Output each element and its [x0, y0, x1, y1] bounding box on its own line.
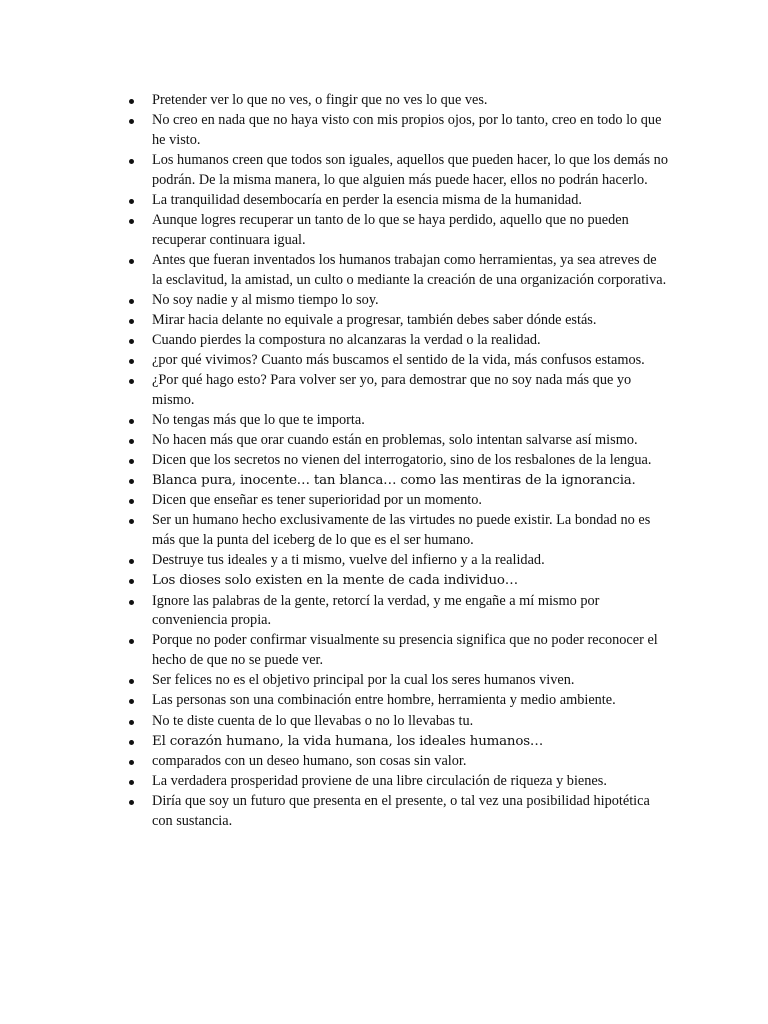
list-item-text: Las personas son una combinación entre hombre, herramienta y medio ambiente. [152, 692, 616, 709]
bullet-dot-icon [129, 499, 134, 504]
bullet-dot-icon [129, 419, 134, 424]
list-item-text: La verdadera prosperidad proviene de una libre circulación de riqueza y bienes. [152, 772, 607, 789]
list-item [122, 551, 670, 571]
bullet-dot-icon [129, 359, 134, 364]
list-item-text: Ser un humano hecho exclusivamente de las virtudes no puede existir. La bondad no es más que la punta del iceberg de lo que es el ser humano. [152, 512, 651, 549]
bullet-dot-icon [129, 780, 134, 785]
list-item-text: El corazón humano, la vida humana, los ideales humanos… [152, 733, 544, 749]
list-item [122, 772, 670, 792]
list-item [122, 451, 670, 471]
list-item [122, 291, 670, 311]
list-item [122, 571, 670, 591]
list-item-text: Diría que soy un futuro que presenta en el presente, o tal vez una posibilidad hipotética con sustancia. [152, 792, 650, 829]
list-item-text: Ignore las palabras de la gente, retorcí la verdad, y me engañe a mí mismo por conveniencia propia. [152, 592, 600, 629]
list-item-text: comparados con un deseo humano, son cosas sin valor. [152, 752, 467, 769]
list-item-text: Los humanos creen que todos son iguales, aquellos que pueden hacer, lo que los demás no podrán. De la misma manera, lo que alguien más puede hacer, ellos no podrán hacerlo. [152, 151, 668, 188]
bullet-dot-icon [129, 639, 134, 644]
list-item-text: No te diste cuenta de lo que llevabas o no lo llevabas tu. [152, 712, 474, 729]
bullet-dot-icon [129, 519, 134, 524]
list-item-text: Aunque logres recuperar un tanto de lo que se haya perdido, aquello que no pueden recuperar continuara igual. [152, 211, 629, 248]
list-item-text: No creo en nada que no haya visto con mis propios ojos, por lo tanto, creo en todo lo que he visto. [152, 112, 662, 148]
list-item [122, 712, 670, 732]
bullet-dot-icon [129, 299, 134, 304]
list-item [122, 211, 670, 251]
list-item [122, 251, 670, 291]
bullet-dot-icon [129, 159, 134, 164]
bullet-dot-icon [129, 459, 134, 464]
bullet-dot-icon [129, 319, 134, 324]
list-item [122, 311, 670, 331]
list-item [122, 151, 670, 191]
list-item [122, 752, 670, 772]
bullet-dot-icon [129, 760, 134, 765]
list-item-text: Destruye tus ideales y a ti mismo, vuelve del infierno y a la realidad. [152, 552, 545, 569]
list-item-text: Dicen que enseñar es tener superioridad por un momento. [152, 492, 482, 509]
list-item-text: No soy nadie y al mismo tiempo lo soy. [152, 291, 379, 308]
bullet-dot-icon [129, 579, 134, 584]
list-item [122, 431, 670, 451]
list-item [122, 91, 670, 111]
bullet-dot-icon [129, 559, 134, 564]
list-item-text: No hacen más que orar cuando están en problemas, solo intentan salvarse así mismo. [152, 432, 638, 449]
list-item [122, 111, 670, 151]
quote-bullet-list [122, 91, 670, 832]
list-item-text: Cuando pierdes la compostura no alcanzaras la verdad o la realidad. [152, 331, 541, 348]
list-item-text: Porque no poder confirmar visualmente su presencia significa que no poder reconocer el hecho de que no se puede ver. [152, 632, 658, 669]
bullet-dot-icon [129, 439, 134, 444]
list-item-text: La tranquilidad desembocaría en perder la esencia misma de la humanidad. [152, 191, 582, 208]
list-item [122, 351, 670, 371]
list-item [122, 792, 670, 832]
list-item [122, 592, 670, 632]
list-item [122, 471, 670, 491]
list-item-text: Dicen que los secretos no vienen del interrogatorio, sino de los resbalones de la lengua. [152, 452, 652, 469]
list-item-text: Mirar hacia delante no equivale a progresar, también debes saber dónde estás. [152, 311, 597, 328]
list-item-text: Ser felices no es el objetivo principal por la cual los seres humanos viven. [152, 672, 575, 689]
bullet-dot-icon [129, 119, 134, 124]
bullet-dot-icon [129, 720, 134, 725]
bullet-dot-icon [129, 259, 134, 264]
bullet-dot-icon [129, 600, 134, 605]
bullet-dot-icon [129, 199, 134, 204]
bullet-dot-icon [129, 99, 134, 104]
list-item [122, 411, 670, 431]
list-item-text: Blanca pura, inocente… tan blanca… como las mentiras de la ignorancia. [152, 473, 636, 489]
list-item-text: Antes que fueran inventados los humanos trabajan como herramientas, ya sea atreves de la esclavitud, la amistad, un culto o mediante la creación de una organización corporativa. [152, 251, 667, 288]
list-item [122, 191, 670, 211]
bullet-dot-icon [129, 800, 134, 805]
bullet-dot-icon [129, 679, 134, 684]
bullet-dot-icon [129, 379, 134, 384]
list-item-text: No tengas más que lo que te importa. [152, 412, 365, 429]
list-item [122, 691, 670, 711]
list-item [122, 491, 670, 511]
list-item [122, 732, 670, 752]
list-item [122, 631, 670, 671]
bullet-dot-icon [129, 339, 134, 344]
bullet-dot-icon [129, 219, 134, 224]
list-item-text: ¿por qué vivimos? Cuanto más buscamos el sentido de la vida, más confusos estamos. [152, 352, 645, 369]
bullet-dot-icon [129, 699, 134, 704]
list-item-text: ¿Por qué hago esto? Para volver ser yo, para demostrar que no soy nada más que yo mismo. [152, 372, 632, 408]
list-item [122, 671, 670, 691]
list-item [122, 331, 670, 351]
bullet-dot-icon [129, 479, 134, 484]
list-item-text: Los dioses solo existen en la mente de cada individuo… [152, 573, 518, 589]
bullet-dot-icon [129, 740, 134, 745]
list-item [122, 371, 670, 411]
list-item-text: Pretender ver lo que no ves, o fingir que no ves lo que ves. [152, 92, 488, 108]
list-item [122, 511, 670, 551]
